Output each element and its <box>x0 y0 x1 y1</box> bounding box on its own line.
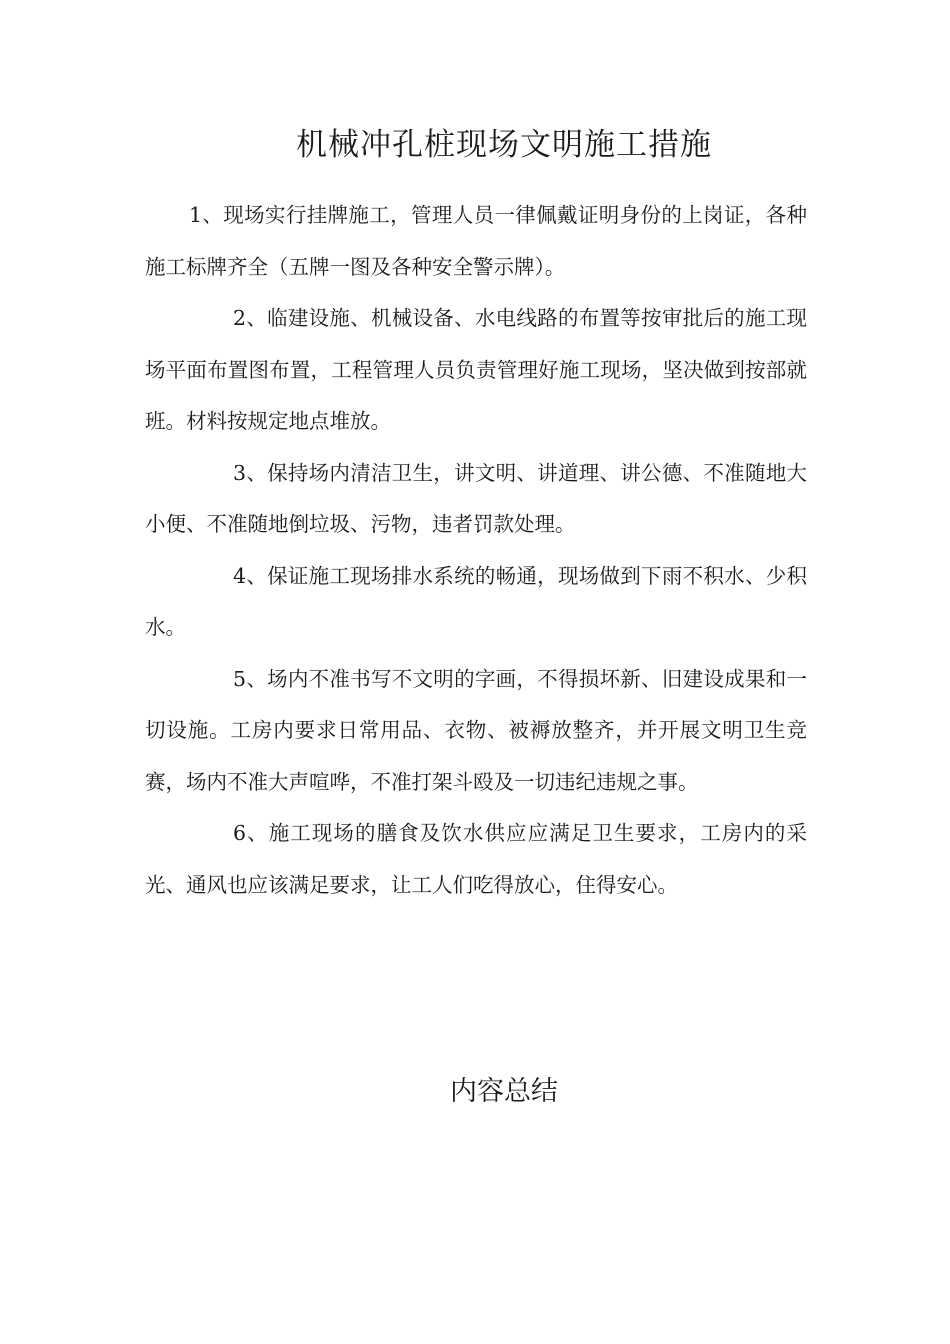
document-title: 机械冲孔桩现场文明施工措施 <box>296 127 712 163</box>
document-body <box>145 190 807 911</box>
paragraph-5: 5、场内不准书写不文明的字画，不得损坏新、旧建设成果和一切设施。工房内要求日常用品、衣物、被褥放整齐，并开展文明卫生竞赛，场内不准大声喧哗，不准打架斗殴及一切违纪违规之事。 <box>145 666 807 794</box>
paragraph-2: 2、临建设施、机械设备、水电线路的布置等按审批后的施工现场平面布置图布置，工程管理人员负责管理好施工现场，坚决做到按部就班。材料按规定地点堆放。 <box>145 306 807 433</box>
paragraph-4: 4、保证施工现场排水系统的畅通，现场做到下雨不积水、少积水。 <box>145 563 807 639</box>
paragraph-3: 3、保持场内清洁卫生，讲文明、讲道理、讲公德、不准随地大小便、不准随地倒垃圾、污物，违者罚款处理。 <box>145 460 807 536</box>
summary-heading: 内容总结 <box>450 1076 558 1107</box>
paragraph-1: 1、现场实行挂牌施工，管理人员一律佩戴证明身份的上岗证，各种施工标牌齐全（五牌一图及各种安全警示牌）。 <box>145 203 807 279</box>
paragraph-6: 6、施工现场的膳食及饮水供应应满足卫生要求，工房内的采光、通风也应该满足要求，让工人们吃得放心，住得安心。 <box>145 821 807 897</box>
